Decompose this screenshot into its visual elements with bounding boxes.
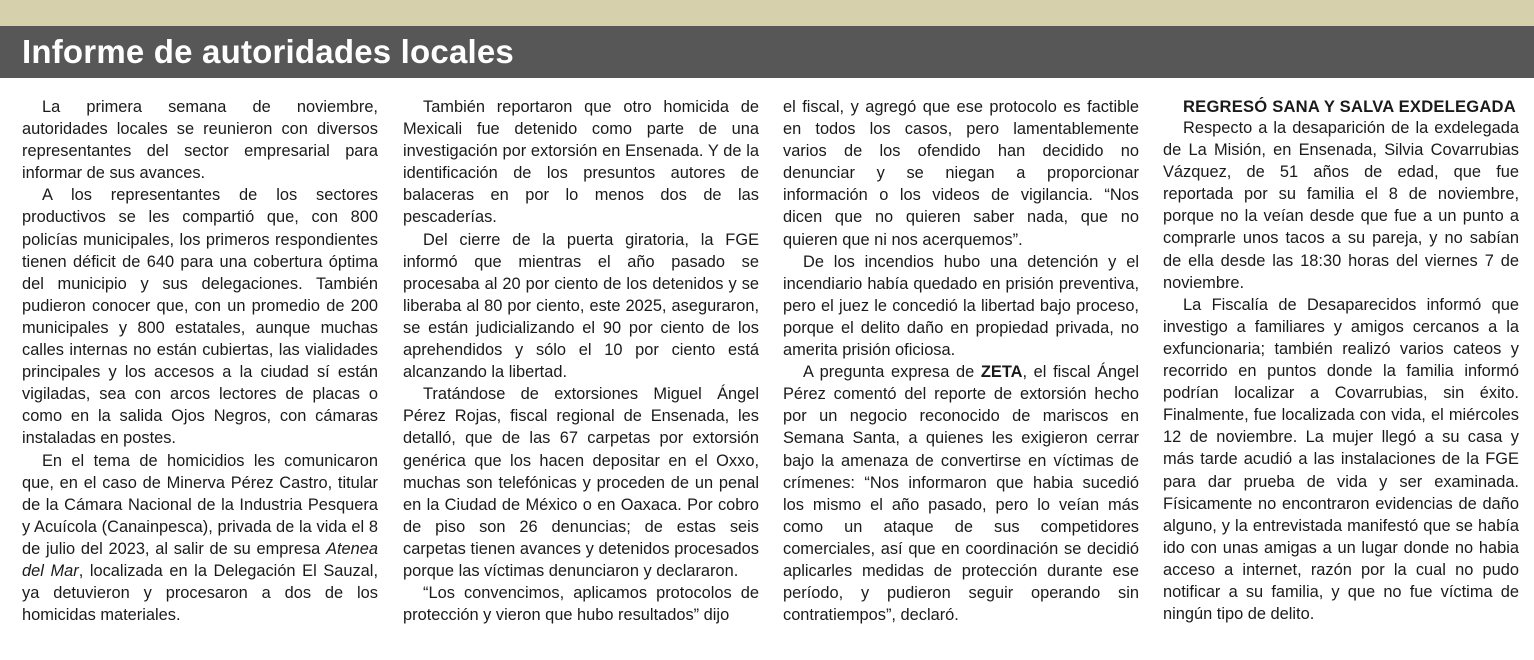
publication-name: ZETA <box>980 363 1023 382</box>
paragraph: También reportaron que otro homicida de Mexicali fue detenido como parte de una investigación por extorsión en Ensenada. Y de la identificación de los presuntos autores de balaceras en por lo menos dos de las pescaderías. <box>403 98 759 227</box>
top-accent-band <box>0 0 1534 26</box>
article-column-3 <box>783 96 1139 626</box>
paragraph: Del cierre de la puerta giratoria, la FGE informó que mientras el año pasado se procesaba al 20 por ciento de los detenidos y se liberaba al 80 por ciento, este 2025, aseguraron, se están judicializando el 90 por ciento de los aprehendidos y sólo el 10 por ciento está alcanzando la libertad. <box>403 230 759 382</box>
paragraph-text: , localizada en la Delegación El Sauzal, ya detuvieron y procesaron a dos de los homicidas materiales. <box>22 561 378 625</box>
paragraph-text: , el fiscal Ángel Pérez comentó del reporte de extorsión hecho por un negocio reconocido de mariscos en Semana Santa, a quienes les exigieron cerrar bajo la amenaza de convertirse en víctimas de crímenes: “Nos informaron que habia sucedió los mismo el año pasado, pero lo veían más como un ataque de sus competidores comerciales, así que en coordinación se decidió aplicarles medidas de protección durante ese período, y pudieron seguir operando sin contratiempos”, declaró. <box>783 363 1139 625</box>
paragraph-text: En el tema de homicidios les comunicaron que, en el caso de Minerva Pérez Castro, titular de la Cámara Nacional de la Industria Pesquera y Acuícola (Canainpesca), privada de la vida el 8 de julio del 2023, al salir de su empresa <box>22 451 378 558</box>
paragraph: “Los convencimos, aplicamos protocolos de protección y vieron que hubo resultados” dijo <box>403 584 759 625</box>
paragraph: Respecto a la desaparición de la exdelegada de La Misión, en Ensenada, Silvia Covarrubias Vázquez, de 51 años de edad, que fue reportada por su familia el 8 de noviembre, porque no la veían desde que fue a un punto a comprarle unos tacos a su pareja, y no sabían de ella desde las 18:30 horas del viernes 7 de noviembre. <box>1163 119 1519 292</box>
company-name: Atenea del Mar <box>22 539 378 580</box>
paragraph: La primera semana de noviembre, autoridades locales se reunieron con diversos representantes del sector empresarial para informar de sus avances. <box>22 98 378 183</box>
paragraph: De los incendios hubo una detención y el incendiario había quedado en prisión preventiva, pero el juez le concedió la libertad bajo proceso, porque el delito daño en propiedad privada, no amerita prisión oficiosa. <box>783 252 1139 360</box>
paragraph: A los representantes de los sectores productivos se les compartió que, con 800 policías municipales, los primeros respondientes tienen déficit de 640 para una cobertura óptima del municipio y sus delegaciones. También pudieron conocer que, con un promedio de 200 municipales y 800 estatales, aunque muchas calles internas no están cubiertas, las vialidades principales y los accesos a la ciudad sí están vigiladas, sea con arcos lectores de placas o como en la salida Ojos Negros, con cámaras instaladas en postes. <box>22 186 378 448</box>
paragraph: el fiscal, y agregó que ese protocolo es factible en todos los casos, pero lamentablemente varios de los ofendido han decidido no denunciar y se niegan a proporcionar información o los videos de vigilancia. “Nos dicen que no quieren saber nada, que no quieren que ni nos acerquemos”. <box>783 98 1139 249</box>
page-title: Informe de autoridades locales <box>22 33 514 70</box>
article-column-4 <box>1163 96 1519 625</box>
paragraph: Tratándose de extorsiones Miguel Ángel Pérez Rojas, fiscal regional de Ensenada, les detalló, que de las 67 carpetas por extorsión genérica que los hacen depositar en el Oxxo, muchas son telefónicas y proceden de un penal en la Ciudad de México o en Oaxaca. Por cobro de piso son 26 denuncias; de estas seis carpetas tienen avances y detenidos procesados porque las víctimas denunciaron y declararon. <box>403 385 759 580</box>
paragraph <box>783 361 1139 626</box>
article-column-2 <box>403 96 759 626</box>
paragraph-text: A pregunta expresa de <box>803 363 981 382</box>
subheading: REGRESÓ SANA Y SALVA EXDELEGADA <box>1183 97 1516 116</box>
paragraph <box>22 450 378 627</box>
paragraph: La Fiscalía de Desaparecidos informó que investigo a familiares y amigos cercanos a la exfuncionaria; también realizó varios cateos y recorrido en puntos donde la familia informó podrían localizar a Covarrubias, sin éxito. Finalmente, fue localizada con vida, el miércoles 12 de noviembre. La mujer llegó a su casa y más tarde acudió a las instalaciones de la FGE para dar prueba de vida y ser examinada. Físicamente no encontraron evidencias de daño alguno, y la entrevistada manifestó que se había ido con unas amigas a un lugar donde no habia acceso a internet, razón por la cual no pudo notificar a su familia, y que no fue víctima de ningún tipo de delito. <box>1163 295 1519 624</box>
article-column-1 <box>22 96 378 626</box>
section-header <box>0 26 1534 78</box>
